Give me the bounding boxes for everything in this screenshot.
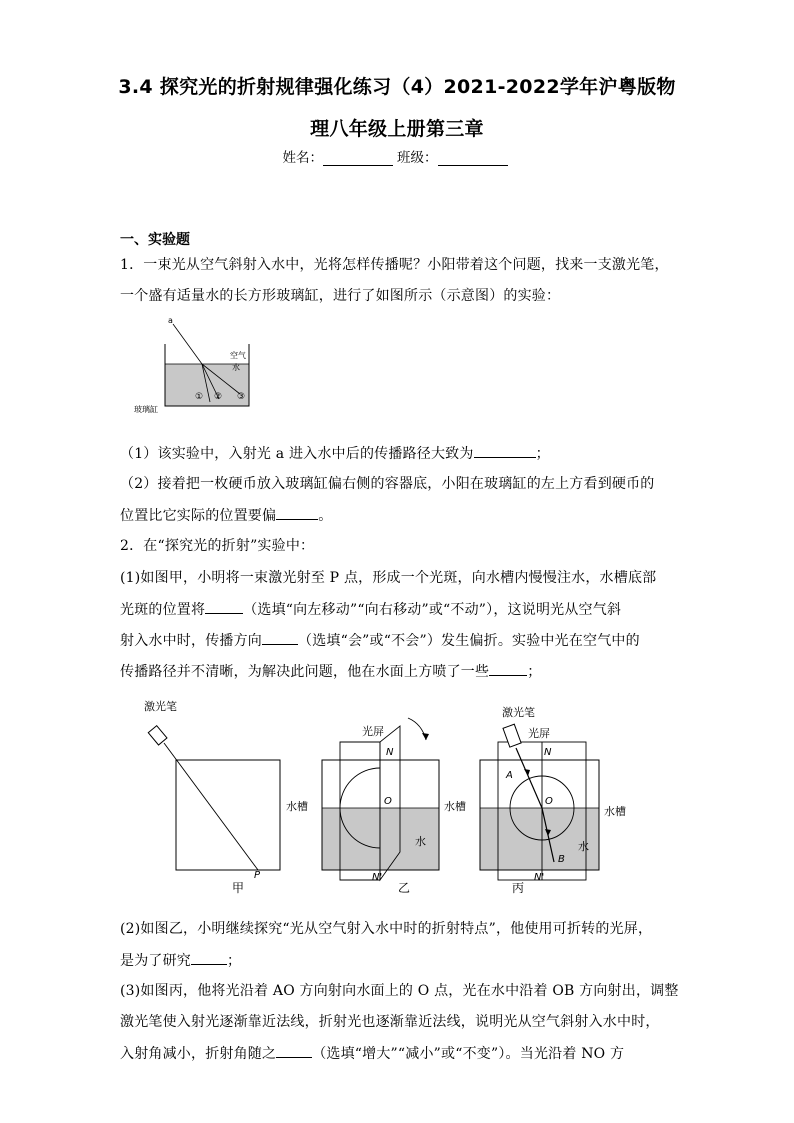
label-path3: ③ xyxy=(237,392,246,402)
label-tank: 玻璃缸 xyxy=(134,405,158,414)
bing-o-label: O xyxy=(545,796,553,807)
q1-sub1-blank[interactable] xyxy=(474,445,536,458)
label-path2: ② xyxy=(214,392,223,402)
bing-screen-label: 光屏 xyxy=(528,727,550,740)
q2-blank-4[interactable] xyxy=(191,952,227,965)
doc-title-line1: 3.4 探究光的折射规律强化练习（4）2021-2022学年沪粤版物 xyxy=(118,76,676,98)
q2-p1-line2: 光斑的位置将 （选填“向左移动”“向右移动”或“不动”），这说明光从空气斜 xyxy=(120,602,622,618)
label-air: 空气 xyxy=(230,351,246,360)
figure-bing xyxy=(480,705,626,895)
bing-water-label: 水 xyxy=(578,840,589,853)
yi-o-label: O xyxy=(384,796,392,807)
yi-rotate-arrow xyxy=(408,718,426,740)
q2-blank-3[interactable] xyxy=(489,663,527,676)
yi-water-label: 水 xyxy=(415,835,426,848)
bing-a-label: A xyxy=(506,770,513,781)
yi-n-label: N xyxy=(386,747,394,758)
q1-sub1: （1）该实验中，入射光 a 进入水中后的传播路径大致为 ； xyxy=(120,446,550,462)
q2-p3-line1: (3)如图丙，他将光沿着 AO 方向射向水面上的 O 点，光在水中沿着 OB 方向射出，调整 xyxy=(120,983,679,999)
q2-p1-line4: 传播路径并不清晰，为解决此问题，他在水面上方喷了一些 ； xyxy=(120,664,542,680)
section-heading: 一、实验题 xyxy=(120,232,190,248)
q2-figures xyxy=(130,690,670,900)
q1-sub2-blank[interactable] xyxy=(276,507,318,520)
q2-line1: 2．在“探究光的折射”实验中： xyxy=(120,538,315,554)
q2-p3-line2: 激光笔使入射光逐渐靠近法线，折射光也逐渐靠近法线，说明光从空气斜射入水中时， xyxy=(120,1014,660,1030)
jia-tank xyxy=(176,760,280,870)
bing-caption: 丙 xyxy=(512,881,525,895)
jia-p-label: P xyxy=(254,870,261,881)
jia-caption: 甲 xyxy=(232,881,245,895)
figure-jia xyxy=(144,699,308,895)
yi-tank-label: 水槽 xyxy=(444,800,466,813)
q2-blank-5[interactable] xyxy=(276,1045,312,1058)
q2-p3-line3: 入射角减小，折射角随之 （选填“增大”“减小”或“不变”）。当光沿着 NO 方 xyxy=(120,1046,625,1062)
bing-laser-label: 激光笔 xyxy=(502,706,535,719)
bing-b-label: B xyxy=(558,854,565,865)
q1-line1: 1．一束光从空气斜射入水中，光将怎样传播呢？小阳带着这个问题，找来一支激光笔， xyxy=(120,257,669,273)
jia-tank-label: 水槽 xyxy=(286,800,308,813)
label-water: 水 xyxy=(232,363,240,372)
class-blank[interactable] xyxy=(438,151,508,166)
q2-p2-line2: 是为了研究 ； xyxy=(120,953,242,969)
bing-incident-arrow xyxy=(524,769,530,776)
doc-title-line2: 理八年级上册第三章 xyxy=(310,118,484,140)
label-path1: ① xyxy=(195,392,204,402)
q2-p1-line3: 射入水中时，传播方向 （选填“会”或“不会”）发生偏折。实验中光在空气中的 xyxy=(120,633,640,649)
yi-screen-label: 光屏 xyxy=(362,725,384,738)
q2-blank-2[interactable] xyxy=(262,632,298,645)
jia-laser-beam xyxy=(164,743,258,870)
label-a: a xyxy=(168,316,173,325)
name-class-bar xyxy=(0,146,794,166)
q2-p2-line1: (2)如图乙，小明继续探究“光从空气射入水中时的折射特点”，他使用可折转的光屏， xyxy=(120,921,653,937)
class-label: 班级： xyxy=(397,150,438,166)
jia-laser-pen xyxy=(148,726,167,745)
bing-n-label: N xyxy=(544,747,552,758)
q1-line2: 一个盛有适量水的长方形玻璃缸，进行了如图所示（示意图）的实验： xyxy=(120,288,561,304)
q2-p1-line1: (1)如图甲，小明将一束激光射至 P 点，形成一个光斑，向水槽内慢慢注水，水槽底部 xyxy=(120,570,657,586)
q1-sub2-line1: （2）接着把一枚硬币放入玻璃缸偏右侧的容器底，小阳在玻璃缸的左上方看到硬币的 xyxy=(120,476,655,492)
yi-np-label: N' xyxy=(372,872,383,883)
incident-ray-a xyxy=(173,324,202,364)
bing-tank-label: 水槽 xyxy=(604,805,626,818)
jia-laser-label: 激光笔 xyxy=(144,700,177,713)
figure-yi xyxy=(322,718,466,895)
bing-incident-ray xyxy=(516,748,542,808)
name-label: 姓名： xyxy=(282,150,323,166)
q1-figure xyxy=(130,312,270,422)
q1-sub2-line2: 位置比它实际的位置要偏 。 xyxy=(120,508,333,524)
yi-arrow-head xyxy=(422,733,429,740)
yi-caption: 乙 xyxy=(398,881,411,895)
bing-laser-pen xyxy=(503,724,521,747)
bing-np-label: N' xyxy=(534,872,545,883)
name-blank[interactable] xyxy=(323,151,393,166)
q2-blank-1[interactable] xyxy=(205,601,243,614)
